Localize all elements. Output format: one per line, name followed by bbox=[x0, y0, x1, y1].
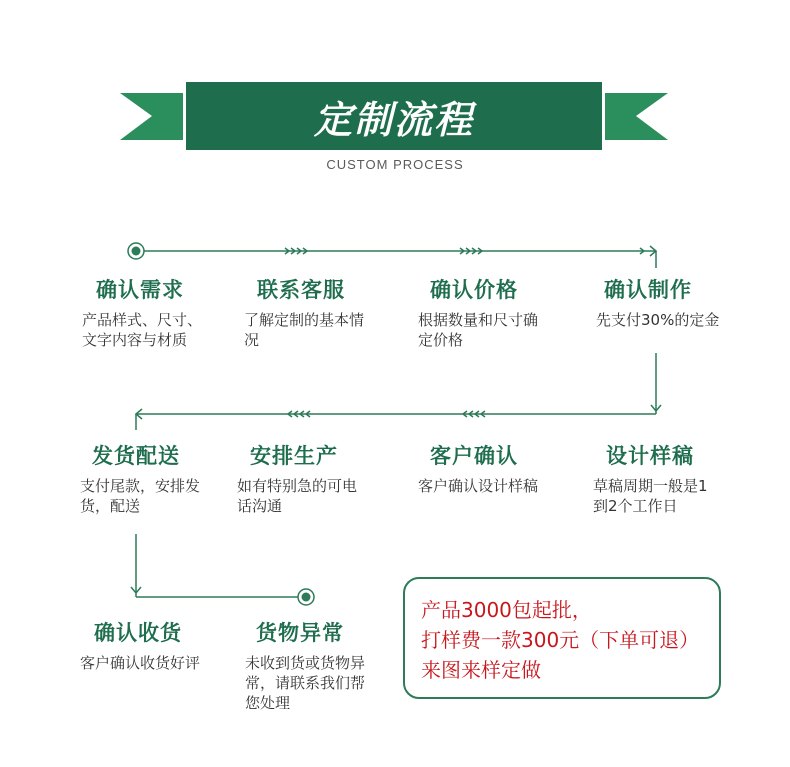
page-title: 定制流程 bbox=[313, 97, 474, 142]
banner-right-ribbon bbox=[605, 93, 668, 140]
step-title-1: 确认需求 bbox=[96, 278, 184, 302]
step-desc-1: 产品样式、尺寸、文字内容与材质 bbox=[82, 311, 203, 349]
step-desc-9: 客户确认收货好评 bbox=[80, 654, 201, 672]
step-title-10: 货物异常 bbox=[256, 621, 344, 645]
step-desc-2: 了解定制的基本情况 bbox=[244, 311, 365, 349]
step-title-6: 安排生产 bbox=[250, 444, 338, 468]
note-line-3: 来图来样定做 bbox=[421, 658, 541, 682]
title-banner bbox=[186, 82, 602, 150]
page-subtitle: CUSTOM PROCESS bbox=[326, 157, 464, 172]
banner-left-ribbon bbox=[120, 93, 183, 140]
step-desc-6: 如有特别急的可电话沟通 bbox=[237, 477, 358, 515]
step-title-2: 联系客服 bbox=[257, 278, 345, 302]
note-line-2: 打样费一款300元（下单可退） bbox=[421, 628, 700, 652]
step-desc-3: 根据数量和尺寸确定价格 bbox=[418, 311, 539, 349]
step-desc-8: 草稿周期一般是1到2个工作日 bbox=[593, 477, 708, 515]
step-title-3: 确认价格 bbox=[430, 278, 518, 302]
step-title-9: 确认收货 bbox=[94, 621, 182, 645]
step-desc-4: 先支付30%的定金 bbox=[596, 311, 720, 329]
step-title-4: 确认制作 bbox=[604, 278, 692, 302]
step-title-5: 发货配送 bbox=[92, 444, 180, 468]
step-desc-7: 客户确认设计样稿 bbox=[418, 477, 539, 495]
step-desc-10: 未收到货或货物异常，请联系我们帮您处理 bbox=[245, 654, 366, 712]
step-desc-5: 支付尾款，安排发货，配送 bbox=[80, 477, 201, 515]
step-title-7: 客户确认 bbox=[430, 444, 518, 468]
step-title-8: 设计样稿 bbox=[606, 444, 694, 468]
order-note-box bbox=[403, 577, 721, 699]
note-line-1: 产品3000包起批， bbox=[421, 598, 592, 622]
